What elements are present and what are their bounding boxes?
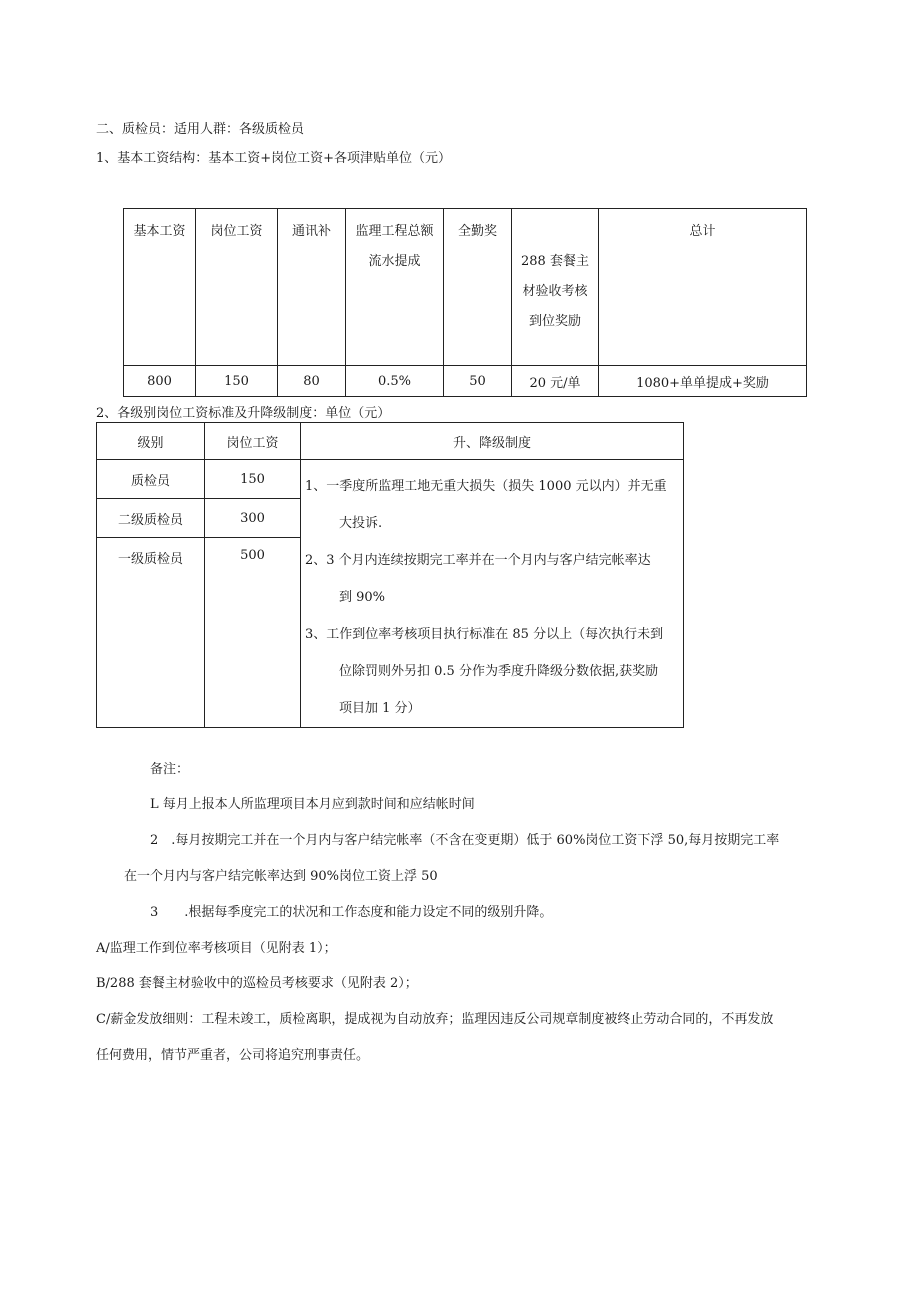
salary-table-header-row xyxy=(124,209,807,366)
appendix-b: B/288 套餐主材验收中的巡检员考核要求（见附表 2）； xyxy=(96,976,418,991)
level-wage: 500 xyxy=(205,538,301,728)
header-basic-wage: 基本工资 xyxy=(124,209,196,366)
appendix-a: A/监理工作到位率考核项目（见附表 1）； xyxy=(96,941,337,956)
header-total: 总计 xyxy=(599,209,807,366)
rule-2: 2、3 个月内连续按期完工率并在一个月内与客户结完帐率达 xyxy=(305,553,651,568)
header-attendance-bonus: 全勤奖 xyxy=(444,209,512,366)
value-attendance-bonus: 50 xyxy=(444,366,512,397)
promotion-rules xyxy=(301,460,684,728)
notes-label: 备注： xyxy=(150,762,190,777)
value-total: 1080+单单提成+奖励 xyxy=(599,366,807,397)
rule-2-cont: 到 90% xyxy=(339,590,386,605)
note-2-cont: 在一个月内与客户结完帐率达到 90%岗位工资上浮 50 xyxy=(124,869,438,884)
value-inspection-reward: 20 元/单 xyxy=(512,366,599,397)
level-wage: 150 xyxy=(205,460,301,499)
header-wage: 岗位工资 xyxy=(205,423,301,460)
section-title: 二、质检员：适用人群：各级质检员 xyxy=(96,122,305,137)
level-name: 质检员 xyxy=(97,460,205,499)
level-table-title: 2、各级别岗位工资标准及升降级制度：单位（元） xyxy=(96,406,391,421)
level-name: 一级质检员 xyxy=(97,538,205,728)
value-communication-allowance: 80 xyxy=(278,366,346,397)
salary-table xyxy=(123,208,807,397)
note-1: L 每月上报本人所监理项目本月应到款时间和应结帐时间 xyxy=(150,797,475,812)
rule-1: 1、一季度所监理工地无重大损失（损失 1000 元以内）并无重 xyxy=(305,479,667,494)
value-post-wage: 150 xyxy=(196,366,278,397)
appendix-c: C/薪金发放细则：工程未竣工，质检离职，提成视为自动放弃；监理因违反公司规章制度被终止劳动合同的，不再发放 xyxy=(96,1012,774,1027)
level-name: 二级质检员 xyxy=(97,499,205,538)
value-basic-wage: 800 xyxy=(124,366,196,397)
table-row xyxy=(97,460,684,499)
rule-1-cont: 大投诉. xyxy=(339,516,383,531)
header-communication-allowance: 通讯补 xyxy=(278,209,346,366)
level-wage: 300 xyxy=(205,499,301,538)
level-table-header-row xyxy=(97,423,684,460)
rule-3: 3、工作到位率考核项目执行标准在 85 分以上（每次执行未到 xyxy=(305,627,664,642)
level-table xyxy=(96,422,684,728)
rule-3-cont-1: 位除罚则外另扣 0.5 分作为季度升降级分数依据,获奖励 xyxy=(339,664,659,679)
header-level: 级别 xyxy=(97,423,205,460)
note-3: 3 .根据每季度完工的状况和工作态度和能力设定不同的级别升降。 xyxy=(150,905,553,920)
header-rules: 升、降级制度 xyxy=(301,423,684,460)
header-post-wage: 岗位工资 xyxy=(196,209,278,366)
salary-structure-title: 1、基本工资结构：基本工资+岗位工资+各项津贴单位（元） xyxy=(96,151,452,166)
appendix-c-cont: 任何费用，情节严重者，公司将追究刑事责任。 xyxy=(96,1048,370,1063)
header-inspection-reward: 288 套餐主 材验收考核 到位奖励 xyxy=(512,209,599,366)
value-commission: 0.5% xyxy=(346,366,444,397)
note-2: 2 .每月按期完工并在一个月内与客户结完帐率（不含在变更期）低于 60%岗位工资下浮 50,每月按期完工率 xyxy=(150,833,780,848)
salary-table-value-row xyxy=(124,366,807,397)
rule-3-cont-2: 项目加 1 分） xyxy=(339,701,421,716)
header-commission: 监理工程总额 流水提成 xyxy=(346,209,444,366)
